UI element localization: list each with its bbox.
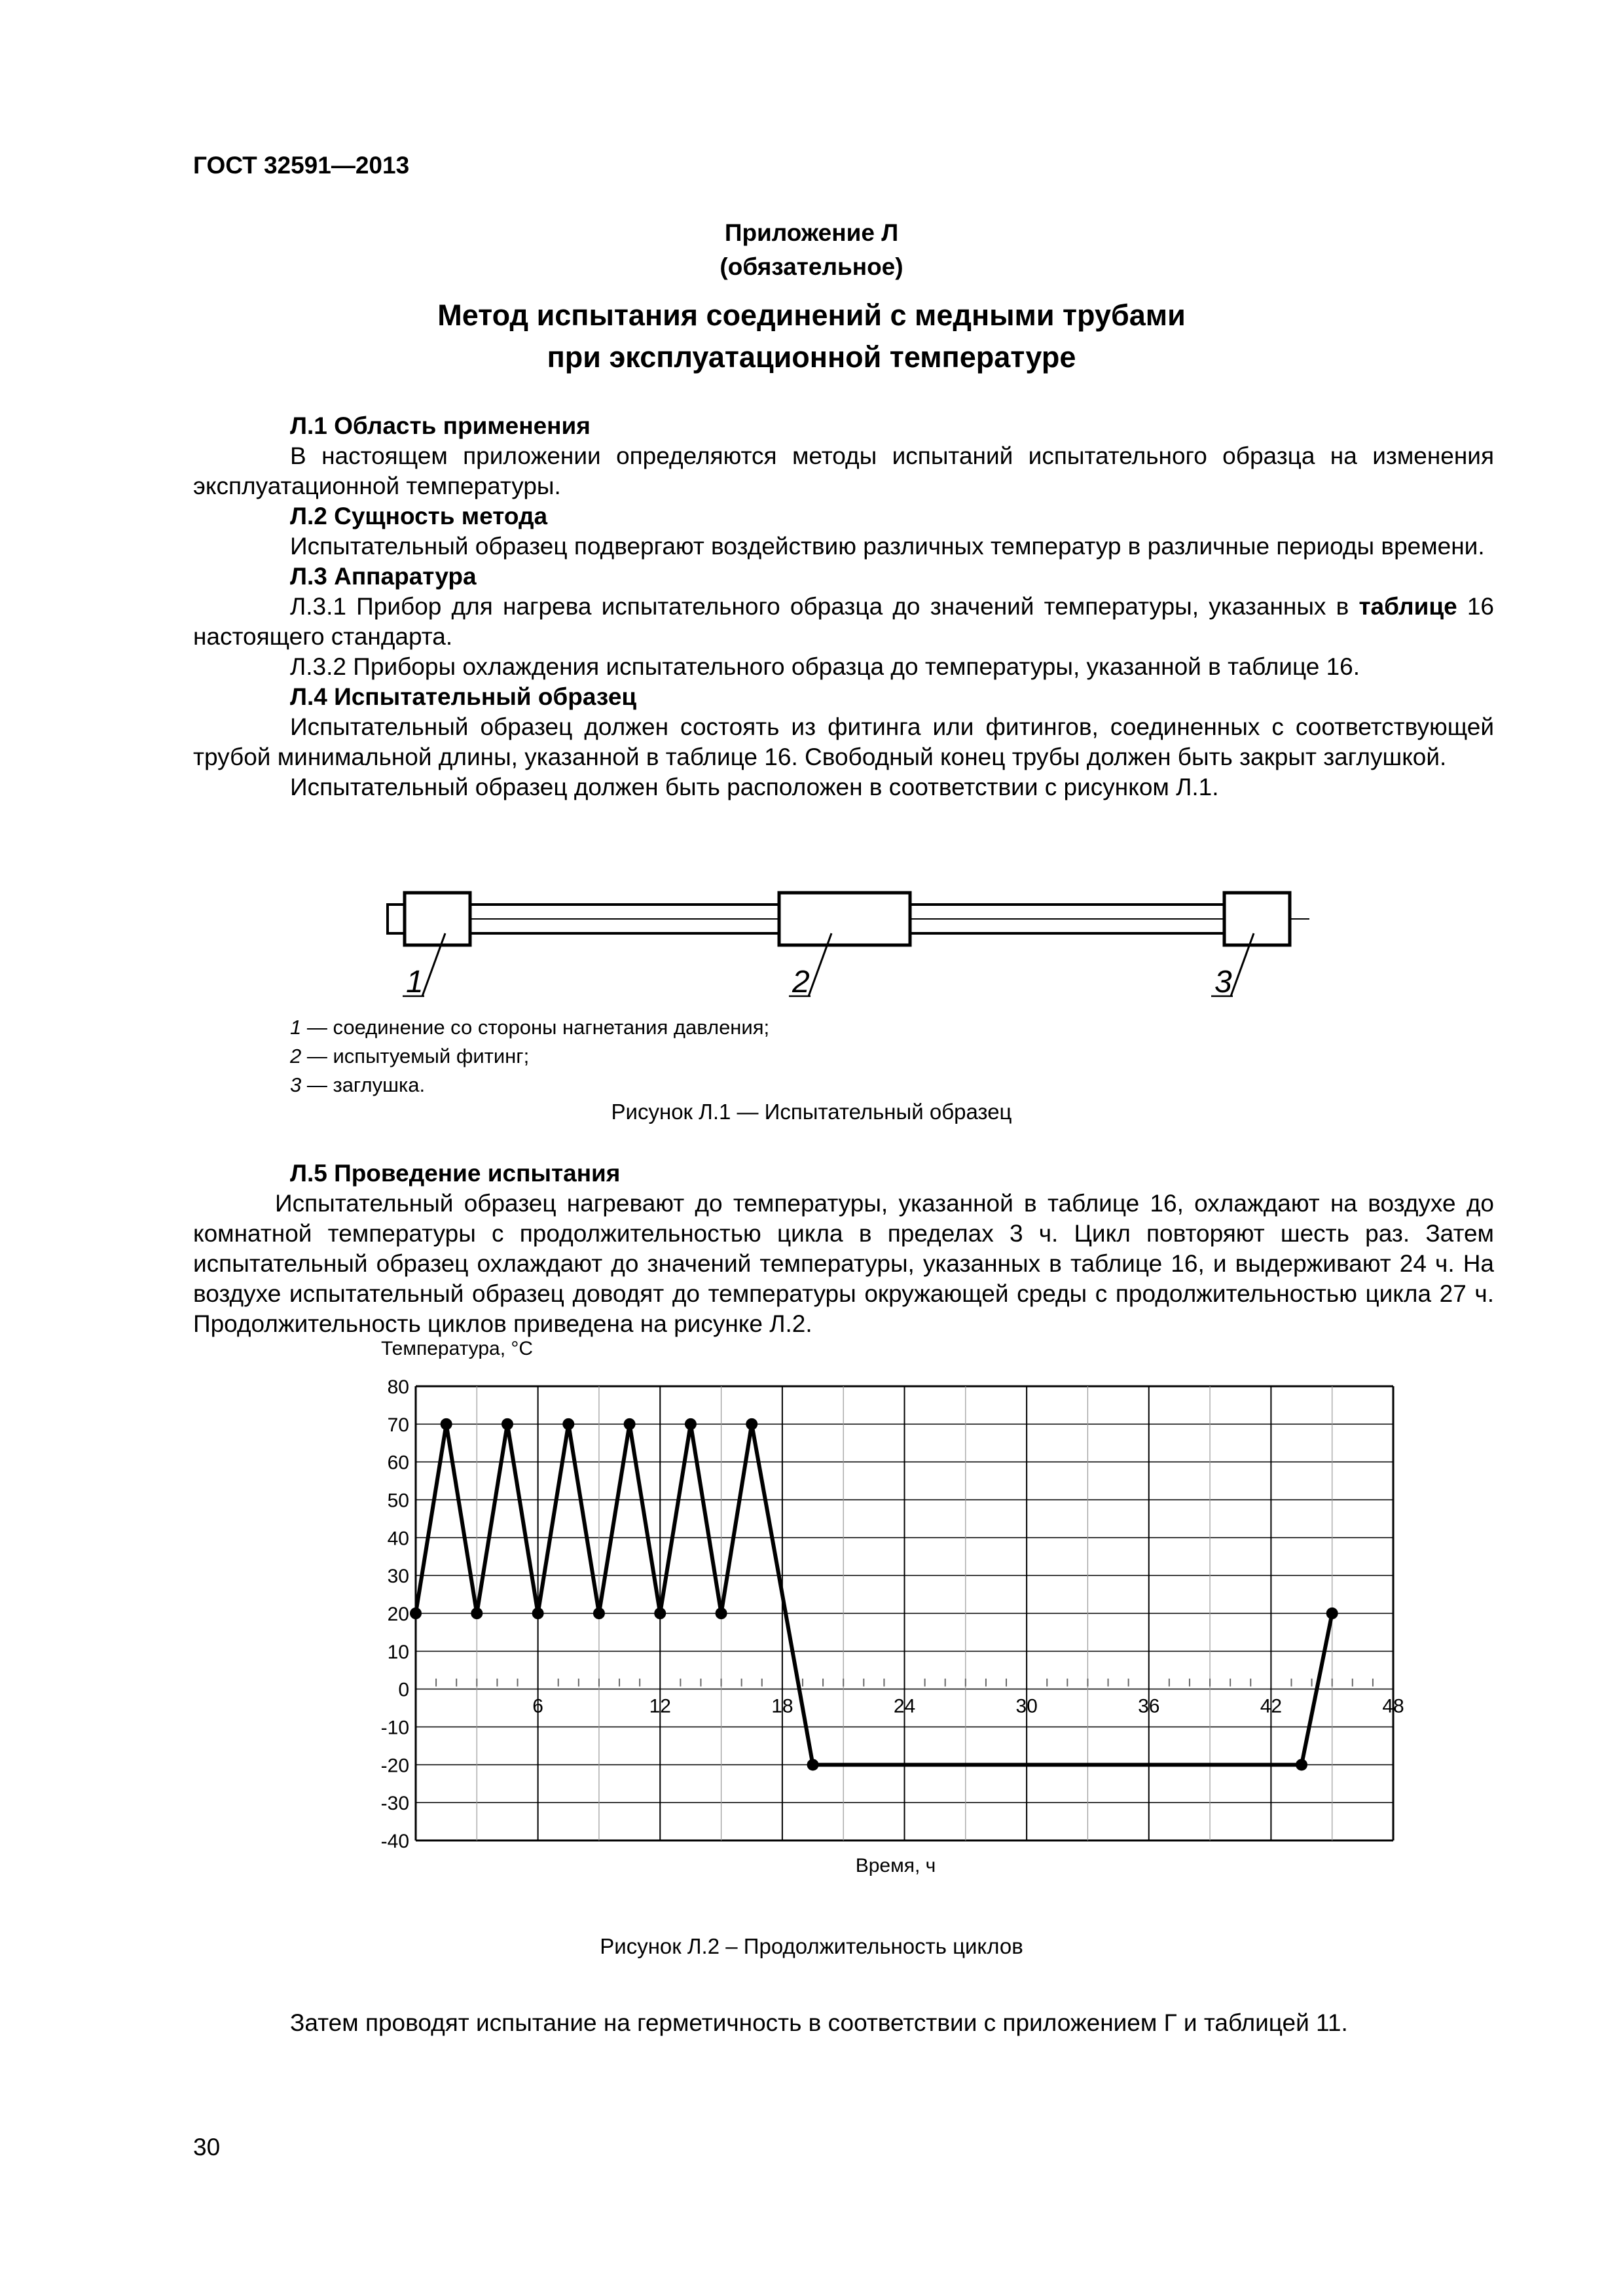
x-tick-label-3: 24 bbox=[893, 1695, 916, 1717]
l3-heading: Л.3 Аппаратура bbox=[290, 563, 477, 590]
data-point-0 bbox=[410, 1607, 422, 1619]
y-tick-label-1: 70 bbox=[387, 1414, 409, 1436]
title-line-1: Метод испытания соединений с медными трубами bbox=[437, 298, 1186, 332]
data-point-12 bbox=[807, 1759, 819, 1770]
y-tick-label-9: -10 bbox=[380, 1717, 409, 1739]
legend-item-2 bbox=[290, 1042, 769, 1071]
data-point-1 bbox=[441, 1418, 452, 1430]
x-axis-label: Время, ч bbox=[855, 1855, 936, 1876]
data-point-8 bbox=[654, 1607, 666, 1619]
l1-heading: Л.1 Область применения bbox=[290, 412, 591, 439]
data-point-14 bbox=[1326, 1607, 1338, 1619]
x-tick-label-6: 42 bbox=[1260, 1695, 1283, 1717]
y-tick-label-6: 20 bbox=[387, 1604, 409, 1625]
y-tick-label-12: -40 bbox=[380, 1831, 409, 1852]
temperature-curve bbox=[416, 1424, 1332, 1765]
l3-p1-end: 16 настоящего стандарта. bbox=[193, 593, 1494, 650]
label-3: 3 bbox=[1214, 965, 1232, 999]
l2-text: Испытательный образец подвергают воздействию различных температур в различные периоды времени. bbox=[290, 533, 1485, 560]
section-l5 bbox=[193, 1158, 1494, 1339]
curve-points bbox=[410, 1418, 1338, 1771]
y-tick-label-2: 60 bbox=[387, 1452, 409, 1474]
x-tick-label-7: 48 bbox=[1382, 1695, 1404, 1717]
l5-heading: Л.5 Проведение испытания bbox=[290, 1160, 621, 1187]
y-tick-label-5: 30 bbox=[387, 1566, 409, 1588]
l3-paragraph-2: Л.3.2 Приборы охлаждения испытательного образца до температуры, указанной в таблице 16. bbox=[290, 653, 1360, 680]
data-point-11 bbox=[746, 1418, 757, 1430]
data-point-5 bbox=[562, 1418, 574, 1430]
y-tick-label-10: -20 bbox=[380, 1755, 409, 1777]
x-tick-label-4: 30 bbox=[1015, 1695, 1038, 1717]
cycle-duration-chart bbox=[367, 1335, 1440, 1885]
data-point-13 bbox=[1296, 1759, 1307, 1770]
tested-fitting bbox=[779, 893, 910, 945]
title-line-2: при эксплуатационной температуре bbox=[547, 340, 1076, 374]
page-number: 30 bbox=[193, 2134, 221, 2161]
appendix-status: (обязательное) bbox=[720, 253, 903, 280]
legend-number-1: 1 bbox=[290, 1016, 302, 1039]
l3-p1-bold: таблице bbox=[1359, 593, 1457, 620]
y-tick-label-0: 80 bbox=[387, 1376, 409, 1398]
figure-1-legend bbox=[290, 1013, 769, 1100]
y-tick-label-8: 0 bbox=[398, 1679, 409, 1701]
l4-heading: Л.4 Испытательный образец bbox=[290, 683, 637, 710]
legend-text-2: — испытуемый фитинг; bbox=[301, 1045, 530, 1067]
sections-l1-l4 bbox=[193, 411, 1494, 802]
data-point-3 bbox=[501, 1418, 513, 1430]
legend-item-3 bbox=[290, 1071, 769, 1100]
legend-text-1: — соединение со стороны нагнетания давления; bbox=[301, 1016, 770, 1039]
data-point-2 bbox=[471, 1607, 483, 1619]
standard-header: ГОСТ 32591—2013 bbox=[193, 152, 410, 179]
l5-text: Испытательный образец нагревают до температуры, указанной в таблице 16, охлаждают на воздухе до комнатной температуры с продолжительностью цикла в пределах 3 ч. Цикл повторяют шесть раз. Затем испытательный образец охлаждают до значений температуры, указанных в таблице 16, и выдерживают 24 ч. На воздухе испытательный образец доводят до температуры окружающей среды с продолжительностью цикла 27 ч. Продолжительность циклов приведена на рисунке Л.2. bbox=[193, 1190, 1494, 1337]
l4-paragraph-1: Испытательный образец должен состоять из фитинга или фитингов, соединенных с соответствующей трубой минимальной длины, указанной в таблице 16. Свободный конец трубы должен быть закрыт заглушкой. bbox=[193, 713, 1494, 770]
label-1: 1 bbox=[406, 965, 424, 999]
x-tick-label-2: 18 bbox=[771, 1695, 793, 1717]
appendix-heading bbox=[0, 216, 1623, 284]
l3-p1-start: Л.3.1 Прибор для нагрева испытательного образца до значений температуры, указанных в bbox=[290, 593, 1359, 620]
test-specimen-figure bbox=[373, 884, 1336, 1008]
figure-2-caption: Рисунок Л.2 – Продолжительность циклов bbox=[600, 1934, 1023, 1958]
pressure-side-connection bbox=[405, 893, 470, 945]
x-tick-label-1: 12 bbox=[649, 1695, 671, 1717]
legend-text-3: — заглушка. bbox=[301, 1073, 426, 1096]
data-point-7 bbox=[624, 1418, 636, 1430]
figure-1-caption: Рисунок Л.1 — Испытательный образец bbox=[611, 1100, 1012, 1124]
y-tick-label-11: -30 bbox=[380, 1793, 409, 1815]
appendix-label: Приложение Л bbox=[724, 219, 899, 246]
final-paragraph: Затем проводят испытание на герметичность в соответствии с приложением Г и таблицей 11. bbox=[290, 2009, 1348, 2036]
data-point-6 bbox=[593, 1607, 605, 1619]
label-2: 2 bbox=[792, 965, 810, 999]
l1-text: В настоящем приложении определяются методы испытаний испытательного образца на изменения эксплуатационной температуры. bbox=[193, 442, 1494, 499]
x-tick-label-5: 36 bbox=[1138, 1695, 1160, 1717]
l4-paragraph-2: Испытательный образец должен быть расположен в соответствии с рисунком Л.1. bbox=[290, 774, 1219, 800]
y-axis-label: Температура, °C bbox=[381, 1338, 534, 1359]
x-tick-labels bbox=[532, 1696, 1404, 1717]
legend-number-2: 2 bbox=[290, 1045, 302, 1067]
y-tick-label-4: 40 bbox=[387, 1528, 409, 1550]
document-title bbox=[0, 295, 1623, 378]
data-point-4 bbox=[532, 1607, 544, 1619]
data-point-9 bbox=[685, 1418, 697, 1430]
legend-item-1 bbox=[290, 1013, 769, 1042]
y-tick-labels bbox=[381, 1376, 409, 1852]
y-tick-label-7: 10 bbox=[387, 1641, 409, 1663]
data-point-10 bbox=[716, 1607, 727, 1619]
x-tick-label-0: 6 bbox=[532, 1695, 543, 1717]
legend-number-3: 3 bbox=[290, 1073, 302, 1096]
l3-paragraph-1 bbox=[193, 592, 1494, 652]
plug bbox=[1224, 893, 1290, 945]
y-tick-label-3: 50 bbox=[387, 1490, 409, 1512]
l2-heading: Л.2 Сущность метода bbox=[290, 503, 548, 529]
